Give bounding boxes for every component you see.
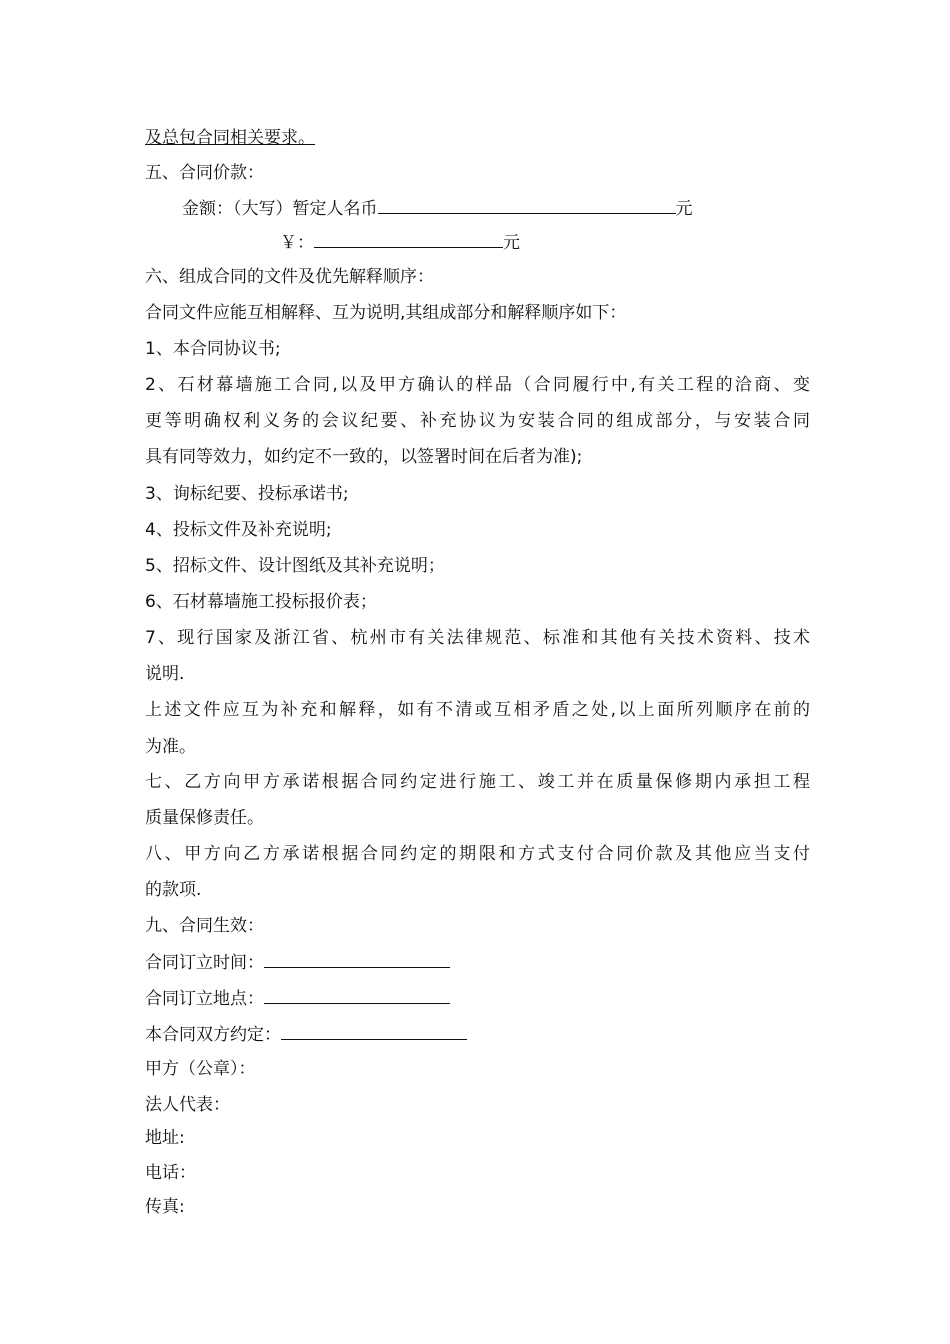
address: 地址:: [145, 1128, 185, 1148]
list-item-5: 5、招标文件、设计图纸及其补充说明；: [145, 556, 445, 576]
amount-blank: [378, 197, 676, 214]
text-line: 合同文件应能互相解释、互为说明,其组成部分和解释顺序如下：: [145, 303, 627, 323]
text-line: 上述文件应互为补充和解释，如有不清或互相矛盾之处,以上面所列顺序在前的: [145, 700, 810, 720]
amount-figures-unit: 元: [503, 233, 520, 253]
legal-representative: 法人代表：: [145, 1095, 230, 1115]
text-line: 为准。: [145, 737, 196, 757]
yuan-symbol-label: ￥：: [280, 233, 314, 253]
mutual-agreement-line: [145, 1023, 810, 1046]
clause-eight-line-1: 八、甲方向乙方承诺根据合同约定的期限和方式支付合同价款及其他应当支付: [145, 844, 810, 864]
signing-place-line: [145, 987, 810, 1010]
signing-place-blank: [264, 987, 450, 1004]
amount-figures-blank: [314, 231, 503, 248]
signing-time-label: 合同订立时间：: [145, 953, 264, 973]
list-item-1: 1、本合同协议书;: [145, 339, 281, 359]
list-item-3: 3、询标纪要、投标承诺书;: [145, 484, 349, 504]
party-a-seal: 甲方（公章）：: [145, 1059, 256, 1079]
mutual-agreement-blank: [281, 1023, 467, 1040]
list-item-7-line-2: 说明.: [145, 664, 185, 684]
mutual-agreement-label: 本合同双方约定：: [145, 1025, 281, 1045]
telephone: 电话：: [145, 1163, 196, 1183]
heading-contract-effect: 九、合同生效：: [145, 916, 264, 936]
amount-label: 金额：（大写）暂定人名币: [182, 199, 378, 219]
signing-time-line: [145, 951, 810, 974]
heading-contract-price: 五、合同价款：: [145, 163, 264, 183]
signing-time-blank: [264, 951, 450, 968]
heading-contract-documents: 六、组成合同的文件及优先解释顺序：: [145, 267, 434, 287]
clause-seven-line-2: 质量保修责任。: [145, 808, 264, 828]
amount-line: [182, 197, 847, 220]
amount-figures-line: [280, 231, 945, 254]
list-item-2-line-1: 2、石材幕墙施工合同,以及甲方确认的样品（合同履行中,有关工程的洽商、变: [145, 375, 810, 395]
list-item-2-line-3: 具有同等效力，如约定不一致的，以签署时间在后者为准);: [145, 447, 583, 467]
clause-seven-line-1: 七、乙方向甲方承诺根据合同约定进行施工、竣工并在质量保修期内承担工程: [145, 772, 810, 792]
text-line-total-contract-requirements: 及总包合同相关要求。: [145, 128, 315, 148]
list-item-4: 4、投标文件及补充说明;: [145, 520, 332, 540]
amount-unit: 元: [675, 199, 693, 219]
signing-place-label: 合同订立地点：: [145, 989, 264, 1009]
list-item-6: 6、石材幕墙施工投标报价表；: [145, 592, 377, 612]
fax: 传真:: [145, 1197, 185, 1217]
clause-eight-line-2: 的款项.: [145, 880, 202, 900]
list-item-7-line-1: 7、现行国家及浙江省、杭州市有关法律规范、标准和其他有关技术资料、技术: [145, 628, 810, 648]
list-item-2-line-2: 更等明确权利义务的会议纪要、补充协议为安装合同的组成部分，与安装合同: [145, 411, 810, 431]
